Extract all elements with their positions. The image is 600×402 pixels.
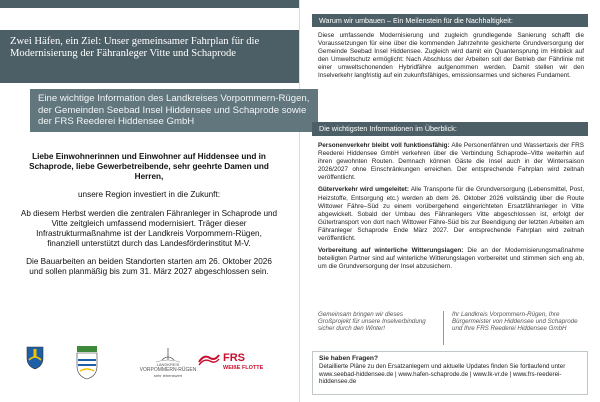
logo-row [20, 346, 290, 386]
vr-tagline: sehr lebenswert [153, 373, 183, 378]
vr-name: VORPOMMERN-RÜGEN [139, 367, 197, 373]
frs-wave-logo-icon [198, 352, 220, 366]
frs-logo-subtitle: WEIßE FLOTTE [223, 365, 264, 371]
closing-quotes [318, 311, 584, 345]
quote-left: Gemeinsam bringen wir dieses Großprojekt für unsere Inselverbindung sicher durch den Winter! [318, 311, 426, 333]
contact-box [312, 351, 588, 395]
contact-text: Detaillierte Pläne zu den Ersatzanlegern und aktuelle Updates finden Sie fortlaufend unter www.seebad-hiddensee.de | www.hafen-schaprode.de | www.lk-vr.de | www.frs-reederei-hiddensee.de [319, 363, 566, 386]
info-block [30, 89, 318, 132]
vr-sub: LANDKREIS [156, 362, 180, 367]
coat-of-arms-hiddensee-icon [26, 346, 44, 370]
item-title: Personenverkehr bleibt voll funktionsfähig: [318, 142, 450, 149]
list-item [318, 142, 584, 182]
list-item [318, 186, 584, 243]
list-item [318, 247, 584, 271]
quote-right: Ihr Landkreis Vorpommern-Rügen, Ihre Bürgermeister von Hiddensee und Schaprode und Ihre FRS Reederei Hiddensee GmbH [452, 311, 578, 333]
quote-divider [443, 311, 444, 345]
section-body-why: Diese umfassende Modernisierung und zugleich grundlegende Sanierung schafft die Voraussetzungen für eine über die kommenden Jahrzehnte gesicherte Grundversorgung der Gemeinde Seebad Insel Hiddensee. Zugleich wird damit ein Quantensprung im Hinblick auf den Umweltschutz ermöglicht: Nach Abschluss der Arbeiten soll der Betrieb der Fährlinie mit einer umweltschonenden Hybridfähre aufgenommen werden. Damit stellen wir den Inselverkehr langfristig auf ein zukunftsfähiges, emissionsarmes und sicheres Fundament. [318, 32, 584, 80]
paragraph-renovation: Ab diesem Herbst werden die zentralen Fähranleger in Schaprode und Vitte zeitgleich umfassend modernisiert. Träger dieser Infrastrukturmaßnahme ist der Landkreis Vorpommern-Rügen, finanziell unterstützt durch das Landesförderinstitut M-V. [20, 209, 278, 248]
item-title: Güterverkehr wird umgeleitet: [318, 186, 409, 194]
column-divider [299, 0, 300, 402]
item-title: Vorbereitung auf winterliche Witterungslagen: [318, 247, 464, 255]
item-text: Alle Personenfähren und Wassertaxis der FRS Reederei Hiddensee GmbH verkehren über die Verbindung Schaprode–Vitte weiterhin auf ihren gewohnten Routen. Demnach können Gäste die Insel auch in der Wintersaison 2026/2027 ohne Einschränkungen erreichen. Der entsprechende Fahrplan wird zeitnah veröffentlicht. [318, 142, 584, 182]
paragraph-schedule: Die Bauarbeiten an beiden Standorten starten am 26. Oktober 2026 und sollen planmäßig bis zum 31. März 2027 abgeschlossen sein. [26, 257, 272, 277]
title-block [0, 30, 299, 83]
letter-body [20, 152, 278, 286]
overview-list [318, 142, 584, 275]
section-heading-why: Warum wir umbauen – Ein Meilenstein für die Nachhaltigkeit: [312, 14, 588, 27]
top-accent-bar [0, 0, 299, 8]
section-heading-overview: Die wichtigsten Informationen im Überblick: [312, 122, 588, 136]
page-title: Zwei Häfen, ein Ziel: Unser gemeinsamer Fahrplan für die Modernisierung der Fähranleger Vitte und Schaprode [10, 36, 260, 59]
salutation: Liebe Einwohnerinnen und Einwohner auf Hiddensee und in Schaprode, liebe Gewerbetreibende, sehr geehrte Damen und Herren, [29, 152, 269, 181]
info-text: Eine wichtige Information des Landkreises Vorpommern-Rügen, der Gemeinden Seebad Insel Hiddensee und Schaprode sowie der FRS Reederei Hiddensee GmbH [38, 93, 310, 127]
item-text: Die an der Modernisierungsmaßnahme beteiligten Partner sind auf winterliche Witterungslagen vorbereitet und stimmen sich eng ab, um die Grundversorgung der Insel abzusichern. [318, 247, 584, 271]
coat-of-arms-schaprode-icon [76, 346, 98, 380]
contact-title: Sie haben Fragen? [319, 355, 378, 362]
item-text: Alle Transporte für die Grundversorgung (Lebensmittel, Post, Heizstoffe, Entsorgung etc.) werden ab dem 26. Oktober 2026 vollständig über die Route Wittower Fähre–Süd zu einem vorübergehend eingerichteten Ersatzfähranleger in Vitte abgewickelt. Sobald der Umbau des Fähranlegers Vitte abgeschlossen ist, erfolgt der Gütertransport von dort nach Wittower Fähre-Süd bis zur Beendigung der letzten Arbeiten am Fähranleger Schaprode Ende März 2027. Der entsprechende Fahrplan wird zeitnah veröffentlicht. [318, 186, 584, 243]
frs-logo-text: FRS [223, 352, 245, 364]
intro-text: unsere Region investiert in die Zukunft: [78, 190, 220, 200]
